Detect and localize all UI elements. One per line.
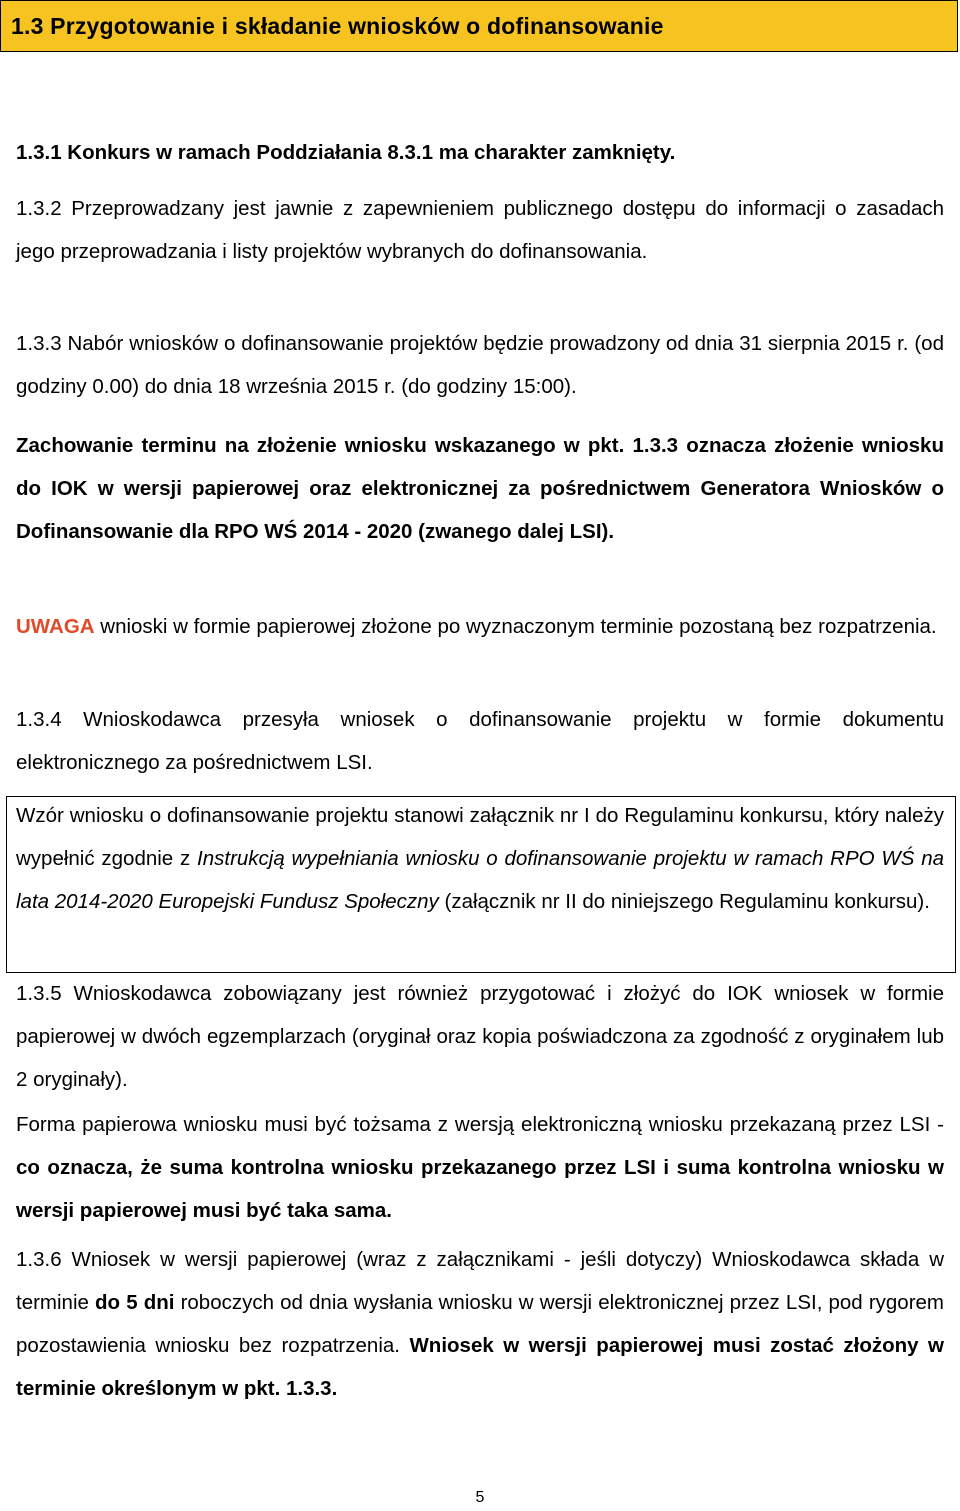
- paragraph-text: 1.3.3 Nabór wniosków o dofinansowanie projektów będzie prowadzony od dnia 31 sierpnia 2015 r. (od godziny 0.00) do dnia 18 września 2015 r. (do godziny 15:00).: [16, 332, 944, 398]
- paragraph-text: Zachowanie terminu na złożenie wniosku wskazanego w pkt. 1.3.3 oznacza złożenie wniosku do IOK w wersji papierowej oraz elektronicznej za pośrednictwem Generatora Wniosków o Dofinansowanie dla RPO WŚ 2014 - 2020 (zwanego dalej LSI).: [16, 434, 944, 543]
- text-part: Wzór wniosku o dofinansowanie projektu stanowi załącznik nr I do Regulaminu konkursu, który należy wypełnić zgodnie z: [16, 804, 944, 870]
- paragraph-1-3-3: [16, 322, 944, 408]
- paragraph-text: [16, 794, 944, 923]
- paragraph-text: 1.3.2 Przeprowadzany jest jawnie z zapewnieniem publicznego dostępu do informacji o zasadach jego przeprowadzania i listy projektów wybranych do dofinansowania.: [16, 197, 944, 263]
- text-part: Forma papierowa wniosku musi być tożsama z wersją elektroniczną wniosku przekazaną przez LSI -: [16, 1113, 944, 1136]
- paragraph-uwaga: [16, 605, 944, 648]
- instruction-title: Instrukcją wypełniania wniosku o dofinansowanie projektu w ramach RPO WŚ na lata 2014-2020 Europejski Fundusz Społeczny: [16, 847, 944, 913]
- page-number: 5: [475, 1489, 485, 1506]
- paragraph-text: [16, 605, 944, 648]
- text-part: (załącznik nr II do niniejszego Regulaminu konkursu).: [438, 890, 930, 913]
- paragraph-text: [16, 1238, 944, 1410]
- warning-text: wnioski w formie papierowej złożone po wyznaczonym terminie pozostaną bez rozpatrzenia.: [94, 615, 937, 638]
- paragraph-form-identity: [16, 1103, 944, 1232]
- text-part: roboczych od dnia wysłania wniosku w wersji elektronicznej przez LSI, pod rygorem pozostawienia wniosku bez rozpatrzenia.: [16, 1291, 945, 1357]
- paragraph-1-3-6: [16, 1238, 944, 1410]
- bold-text: co oznacza, że suma kontrolna wniosku przekazanego przez LSI i suma kontrolna wniosku w wersji papierowej musi być taka sama.: [16, 1156, 944, 1222]
- paragraph-text: [16, 1103, 944, 1232]
- paragraph-1-3-1: [16, 131, 944, 174]
- paragraph-text: 1.3.5 Wnioskodawca zobowiązany jest również przygotować i złożyć do IOK wniosek w formie papierowej w dwóch egzemplarzach (oryginał oraz kopia poświadczona za zgodność z oryginałem lub 2 oryginały).: [16, 982, 944, 1091]
- paragraph-1-3-4: [16, 698, 944, 784]
- paragraph-text: 1.3.1 Konkurs w ramach Poddziałania 8.3.1 ma charakter zamknięty.: [16, 141, 676, 164]
- warning-label: UWAGA: [16, 615, 95, 638]
- paragraph-1-3-5: [16, 972, 944, 1101]
- section-heading: [0, 0, 958, 52]
- paragraph-text: 1.3.4 Wnioskodawca przesyła wniosek o dofinansowanie projektu w formie dokumentu elektronicznego za pośrednictwem LSI.: [16, 708, 944, 774]
- paragraph-1-3-2: [16, 187, 944, 273]
- section-title: 1.3 Przygotowanie i składanie wniosków o dofinansowanie: [11, 12, 664, 39]
- bold-text: Wniosek w wersji papierowej musi zostać złożony w terminie określonym w pkt. 1.3.3.: [16, 1334, 944, 1400]
- paragraph-deadline-note: [16, 424, 944, 553]
- paragraph-template-info: [16, 794, 944, 923]
- bold-text: do 5 dni: [95, 1291, 175, 1314]
- text-part: 1.3.6 Wniosek w wersji papierowej (wraz z załącznikami - jeśli dotyczy) Wnioskodawca składa w terminie: [16, 1248, 944, 1314]
